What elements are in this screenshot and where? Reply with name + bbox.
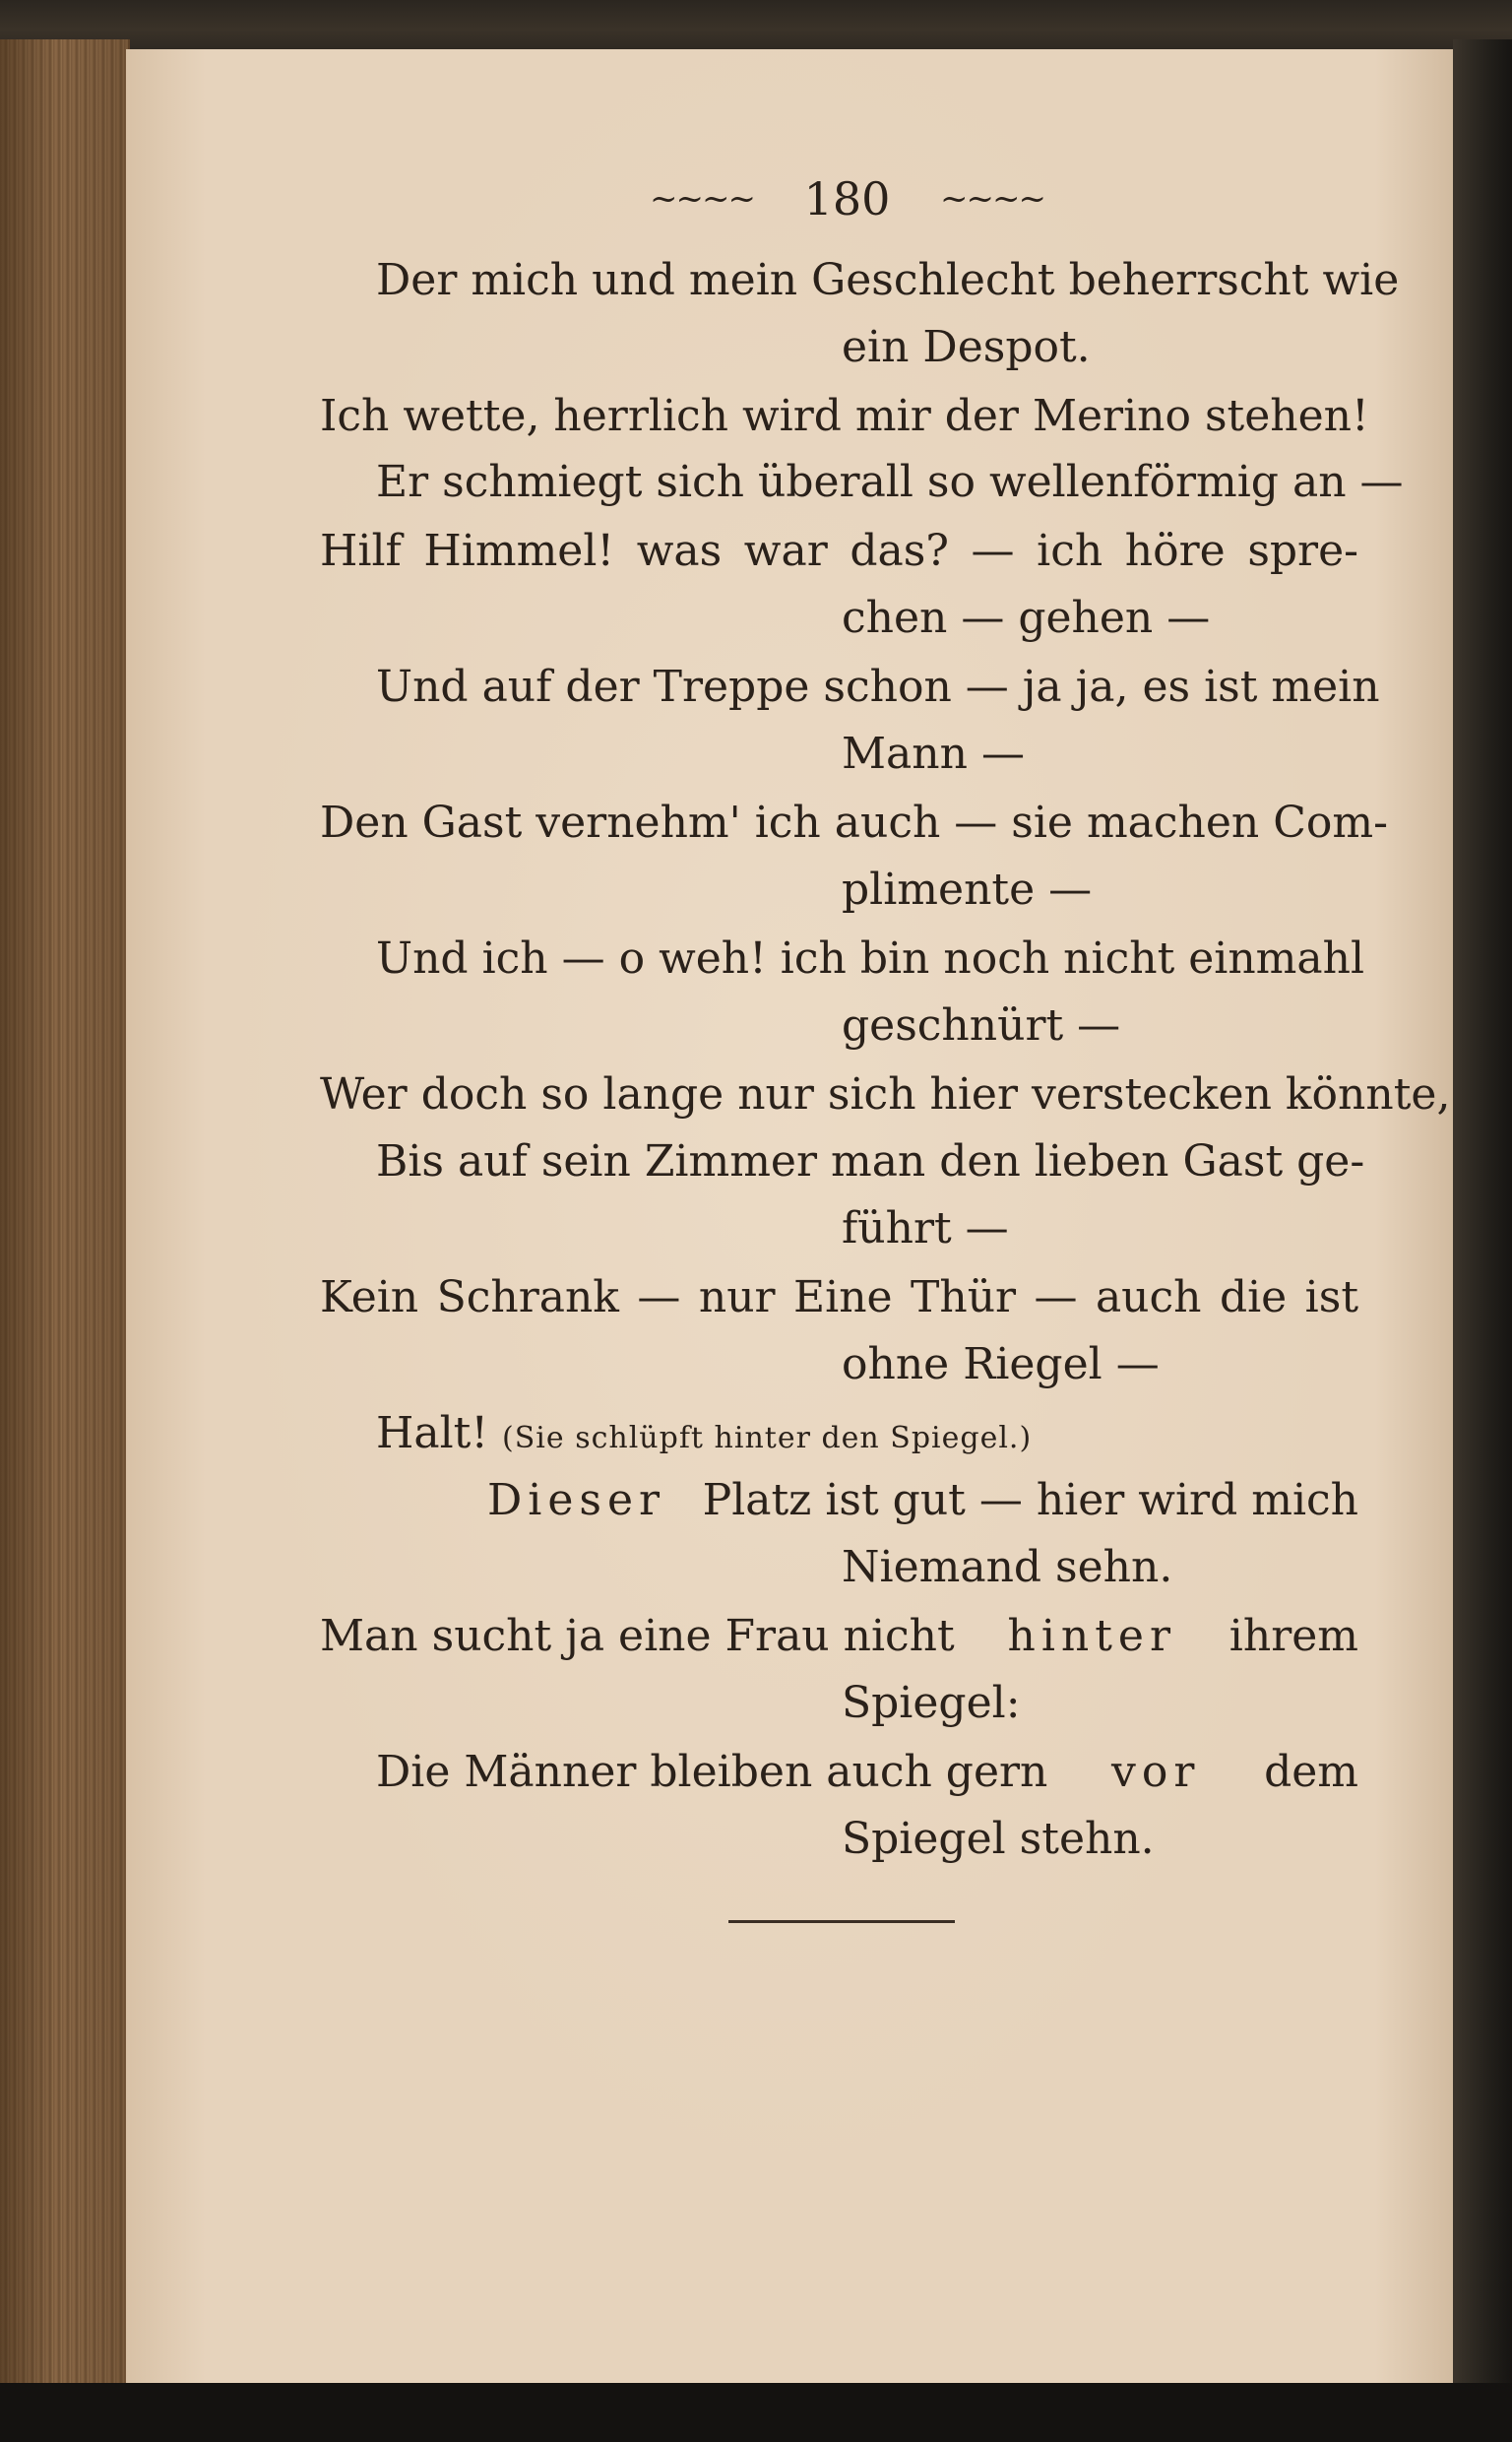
verse-line: Hilf Himmel! was war das? — ich höre spre-: [320, 526, 1358, 576]
emphasized-word: Dieser: [487, 1475, 666, 1525]
verse-line: geschnürt —: [842, 1000, 1121, 1051]
end-rule: [728, 1920, 955, 1923]
header-ornament-left: ~~~~: [650, 179, 754, 219]
verse-line: Er schmiegt sich überall so wellenförmig an —: [376, 457, 1404, 507]
verse-line: [320, 1609, 1358, 1664]
verse-line: Der mich und mein Geschlecht beherrscht wie: [376, 255, 1400, 305]
header-ornament-right: ~~~~: [940, 179, 1044, 219]
verse-text: ihrem: [1228, 1611, 1358, 1661]
verse-line: [376, 1745, 1358, 1800]
verse-line: Den Gast vernehm' ich auch — sie machen Com-: [320, 798, 1389, 848]
verse-text: Man sucht ja eine Frau nicht: [320, 1611, 955, 1661]
verse-line: Kein Schrank — nur Eine Thür — auch die ist: [320, 1272, 1358, 1322]
verse-line: Spiegel stehn.: [842, 1814, 1155, 1864]
verse-text: dem: [1264, 1747, 1358, 1797]
verse-line: führt —: [842, 1203, 1009, 1253]
verse-text: Die Männer bleiben auch gern: [376, 1747, 1048, 1797]
emphasized-word: hinter: [1007, 1611, 1176, 1661]
verse-line: Niemand sehn.: [842, 1542, 1173, 1592]
verse-word: Halt!: [376, 1408, 489, 1458]
verse-text: Platz ist gut — hier wird mich: [702, 1475, 1358, 1525]
verse-line: [487, 1473, 1358, 1528]
verse-line: Bis auf sein Zimmer man den lieben Gast ge-: [376, 1136, 1365, 1187]
verse-line: ohne Riegel —: [842, 1339, 1160, 1389]
verse-line: Mann —: [842, 729, 1025, 779]
verse-line: Spiegel:: [842, 1678, 1021, 1728]
page-header: [650, 167, 1043, 226]
verse-line: Ich wette, herrlich wird mir der Merino stehen!: [320, 391, 1369, 441]
verse-line: Und auf der Treppe schon — ja ja, es ist mein: [376, 662, 1380, 712]
verse-line: chen — gehen —: [842, 593, 1211, 643]
page-number: 180: [803, 172, 891, 225]
verse-line: Und ich — o weh! ich bin noch nicht einmahl: [376, 933, 1365, 984]
verse-line: [376, 1406, 1032, 1466]
verse-line: plimente —: [842, 865, 1093, 915]
emphasized-word: vor: [1111, 1747, 1201, 1797]
verse-line: ein Despot.: [842, 322, 1091, 372]
stage-direction: (Sie schlüpft hinter den Spiegel.): [502, 1421, 1033, 1455]
verse-line: Wer doch so lange nur sich hier verstecken könnte,: [320, 1069, 1451, 1120]
